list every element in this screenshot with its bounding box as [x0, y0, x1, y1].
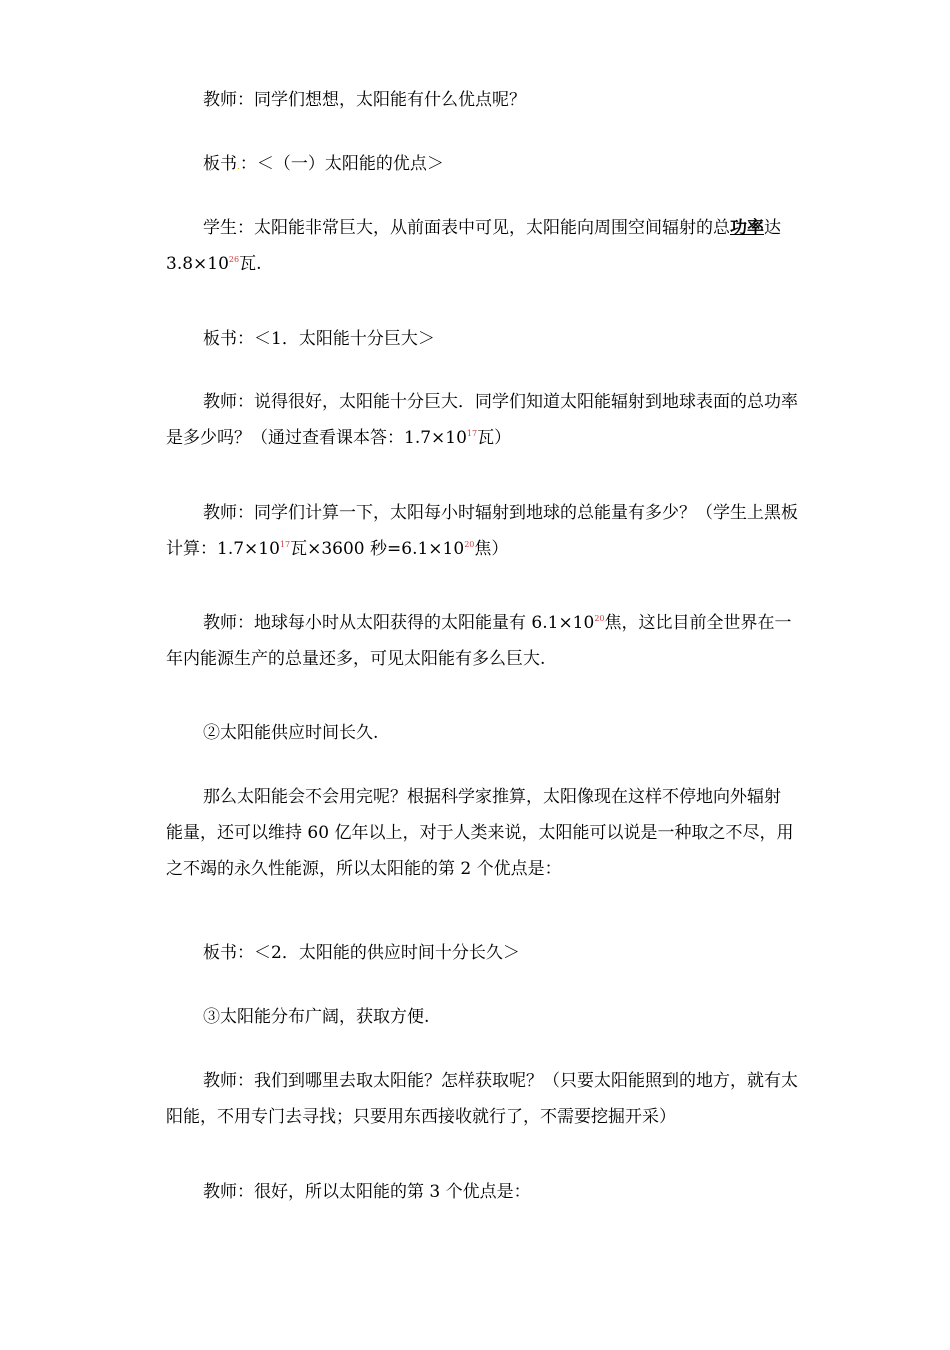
- exponent: 20: [464, 540, 475, 549]
- paragraph-duration: [166, 785, 856, 881]
- paragraph-point-2: [166, 721, 856, 745]
- text-line: [166, 252, 856, 276]
- text-run: 瓦）: [477, 428, 512, 448]
- paragraph-teacher-access: [166, 1069, 856, 1129]
- text-run: 焦，这比目前全世界在一: [604, 613, 792, 633]
- text-line: [166, 426, 856, 450]
- text-line: 教师：我们到哪里去取太阳能？怎样获取呢？（只要太阳能照到的地方，就有太: [203, 1071, 798, 1091]
- paragraph-board-2: [166, 941, 856, 965]
- text-line: ②太阳能供应时间长久.: [203, 723, 379, 743]
- text-line: ③太阳能分布广阔，获取方便.: [203, 1007, 430, 1027]
- text-line: 年内能源生产的总量还多，可见太阳能有多么巨大.: [166, 649, 546, 669]
- text-run: 计算：1.7×10: [166, 539, 280, 559]
- text-line: 教师：说得很好，太阳能十分巨大．同学们知道太阳能辐射到地球表面的总功率: [203, 392, 798, 412]
- text-run: ：＜（一）太阳能的优点＞: [239, 154, 444, 174]
- text-line: [166, 611, 856, 635]
- text-run: 学生：太阳能非常巨大，从前面表中可见，太阳能向: [203, 218, 594, 238]
- text-line: [166, 152, 856, 179]
- paragraph-point-3: [166, 1005, 856, 1029]
- text-line: 教师：很好，所以太阳能的第 3 个优点是：: [203, 1182, 531, 1202]
- text-run: 焦）: [474, 539, 509, 559]
- text-line: 阳能，不用专门去寻找；只要用东西接收就行了，不需要挖掘开采）: [166, 1107, 676, 1127]
- keyword-power: 功率: [730, 218, 764, 238]
- paragraph-teacher-power: [166, 390, 856, 450]
- text-line: 能量，还可以维持 60 亿年以上，对于人类来说，太阳能可以说是一种取之不尽，用: [166, 823, 794, 843]
- text-run: 达: [764, 218, 781, 238]
- exponent: 17: [466, 429, 478, 438]
- text-line: 之不竭的永久性能源，所以太阳能的第 2 个优点是：: [166, 859, 562, 879]
- paragraph-board-1: [166, 327, 856, 351]
- exponent: 20: [594, 614, 605, 623]
- paragraph-board-advantages: [166, 152, 856, 179]
- text-line: 板书：＜1．太阳能十分巨大＞: [203, 329, 435, 349]
- text-line: 教师：同学们计算一下，太阳每小时辐射到地球的总能量有多少？（学生上黑板: [203, 503, 798, 523]
- paragraph-teacher-calc: [166, 501, 856, 561]
- text-line: [166, 216, 856, 240]
- paragraph-student-answer: [166, 216, 856, 276]
- paragraph-teacher-compare: [166, 611, 856, 671]
- exponent: 17: [279, 540, 291, 549]
- text-run: 是多少吗？（通过查看课本答：1.7×10: [166, 428, 467, 448]
- paragraph-teacher-question: [166, 88, 856, 112]
- text-run: 3.8×10: [166, 254, 229, 274]
- text-run: 瓦.: [239, 254, 262, 274]
- text-line: 那么太阳能会不会用完呢？根据科学家推算，太阳像现在这样不停地向外辐射: [203, 787, 781, 807]
- text-run: 板书: [203, 154, 237, 174]
- text-line: 板书：＜2．太阳能的供应时间十分长久＞: [203, 943, 520, 963]
- exponent: 26: [228, 255, 240, 264]
- text-line: [166, 537, 856, 561]
- text-line: 教师：同学们想想，太阳能有什么优点呢？: [203, 90, 526, 110]
- text-run: 周围空间辐射的总: [594, 218, 730, 238]
- mark-dot: .: [237, 162, 240, 172]
- text-run: 瓦×3600 秒=6.1×10: [290, 539, 465, 559]
- text-run: 教师：地球每小时从太阳获得的太阳能量有 6.1×10: [203, 613, 595, 633]
- paragraph-teacher-third: [166, 1180, 856, 1204]
